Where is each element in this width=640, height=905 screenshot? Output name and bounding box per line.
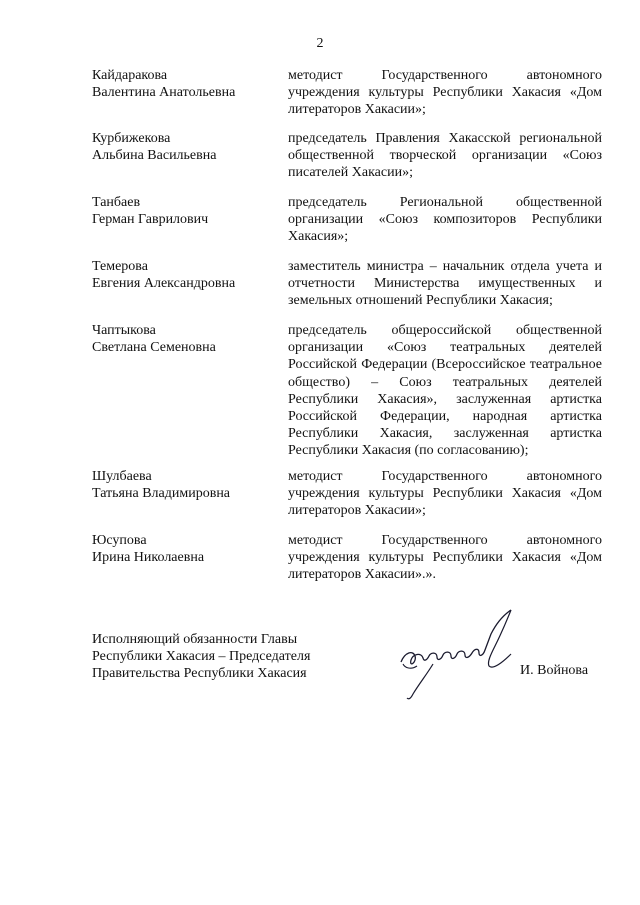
member-name: [92, 258, 282, 292]
member-surname: Юсупова: [92, 533, 147, 548]
member-role: методист Государственного автономного учреждения культуры Республики Хакасия «Дом литераторов Хакасии»;: [288, 68, 602, 118]
member-name: [92, 67, 282, 101]
member-given-name: Альбина Васильевна: [92, 148, 217, 164]
handwritten-signature: [393, 604, 528, 704]
member-surname: Курбижекова: [92, 131, 171, 146]
member-name: [92, 194, 282, 228]
member-role: председатель Региональной общественной организации «Союз композиторов Республики Хакасия»;: [288, 195, 602, 245]
member-given-name: Герман Гаврилович: [92, 212, 209, 228]
member-name: [92, 322, 282, 356]
member-surname: Темерова: [92, 259, 148, 274]
member-role: заместитель министра – начальник отдела учета и отчетности Министерства имущественных и земельных отношений Республики Хакасия;: [288, 259, 602, 309]
member-given-name: Татьяна Владимировна: [92, 486, 231, 502]
member-name: [92, 468, 282, 502]
member-role: председатель Правления Хакасской региональной общественной творческой организации «Союз писателей Хакасии»;: [288, 131, 602, 181]
member-surname: Кайдаракова: [92, 68, 168, 83]
member-given-name: Валентина Анатольевна: [92, 85, 236, 101]
member-surname: Шулбаева: [92, 469, 152, 484]
page-number: 2: [316, 36, 324, 51]
signer-name: И. Войнова: [520, 663, 589, 678]
member-surname: Чаптыкова: [92, 323, 156, 338]
member-given-name: Ирина Николаевна: [92, 550, 205, 566]
member-given-name: Евгения Александровна: [92, 276, 236, 292]
signatory-title-line: Исполняющий обязанности Главы: [92, 632, 298, 647]
member-role: методист Государственного автономного учреждения культуры Республики Хакасия «Дом литераторов Хакасии».».: [288, 533, 602, 583]
signatory-title-line: Республики Хакасия – Председателя: [92, 649, 311, 665]
member-name: [92, 532, 282, 566]
signatory-title-line: Правительства Республики Хакасия: [92, 666, 307, 682]
member-given-name: Светлана Семеновна: [92, 340, 216, 356]
member-role: методист Государственного автономного учреждения культуры Республики Хакасия «Дом литераторов Хакасии»;: [288, 469, 602, 519]
member-surname: Танбаев: [92, 195, 141, 210]
member-name: [92, 130, 282, 164]
member-role: председатель общероссийской общественной организации «Союз театральных деятелей Российской Федерации (Всероссийское театральное общество) – Союз театральных деятелей Республики Хакасия», заслуженная артистка Российской Федерации, народная артистка Республики Хакасия, заслуженная артистка Республики Хакасия (по согласованию);: [288, 323, 602, 459]
signatory-title: [92, 631, 352, 683]
